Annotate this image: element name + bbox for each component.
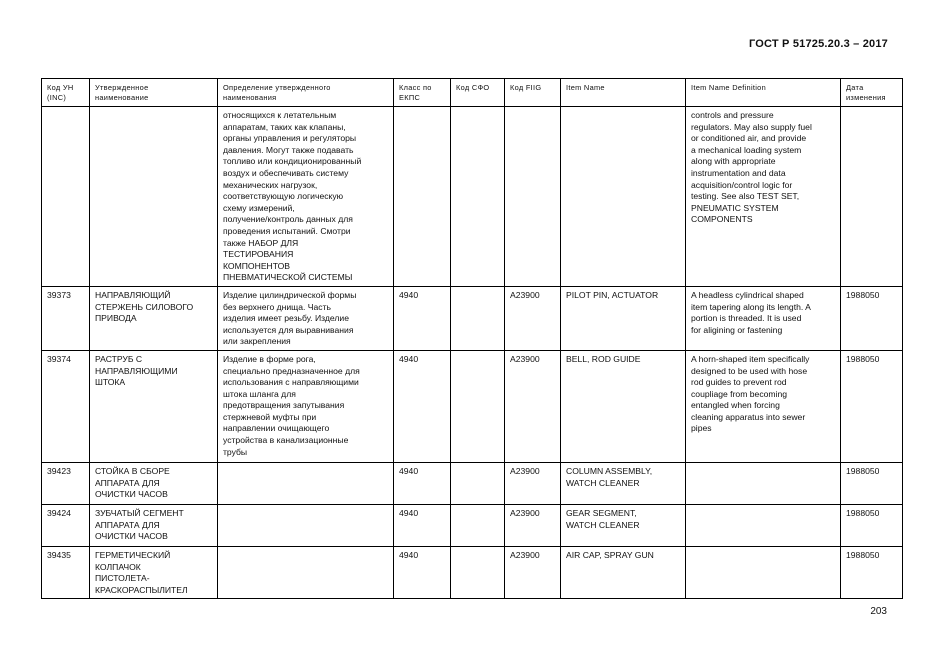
cell-approved-name	[90, 546, 218, 598]
text-line: pipes	[691, 423, 712, 434]
header-label-line: Дата	[846, 83, 864, 92]
cell-class-ekps: 4940	[394, 546, 451, 598]
text-line: КРАСКОРАСПЫЛИТЕЛ	[95, 584, 188, 595]
cell-approved-name	[90, 462, 218, 504]
text-line: соответствующую логическую	[223, 191, 344, 202]
text-line: WATCH CLEANER	[566, 477, 640, 488]
header-label-line: Код СФО	[456, 83, 490, 92]
text-line: органы управления и регуляторы	[223, 133, 357, 144]
cell-approved-name	[90, 107, 218, 287]
text-line: entangled when forcing	[691, 400, 780, 411]
cell-name-definition	[218, 504, 394, 546]
text-line: давления. Могут также подавать	[223, 144, 354, 155]
header-item-name-definition	[686, 79, 841, 107]
cell-item-name	[561, 462, 686, 504]
header-label-line: Класс по	[399, 83, 432, 92]
cell-item-name-definition	[686, 462, 841, 504]
text-line: СТЕРЖЕНЬ СИЛОВОГО	[95, 301, 194, 312]
text-line: без верхнего днища. Часть	[223, 301, 332, 312]
table-row	[42, 107, 903, 287]
text-line: или закрепления	[223, 336, 291, 347]
text-line: a mechanical loading system	[691, 144, 802, 155]
text-line: ОЧИСТКИ ЧАСОВ	[95, 489, 168, 500]
cell-code-inc: 39374	[42, 350, 90, 462]
text-line: СТОЙКА В СБОРЕ	[95, 465, 170, 476]
cell-item-name-definition	[686, 546, 841, 598]
text-line: ТЕСТИРОВАНИЯ	[223, 249, 294, 260]
cell-item-name-definition	[686, 350, 841, 462]
text-line: относящихся к летательным	[223, 110, 337, 120]
header-label-line: Код FIIG	[510, 83, 542, 92]
table-row	[42, 504, 903, 546]
header-label-line: ЕКПС	[399, 93, 421, 102]
cell-code-inc: 39423	[42, 462, 90, 504]
text-line: PILOT PIN, ACTUATOR	[566, 289, 659, 300]
cell-change-date: 1988050	[841, 286, 903, 350]
text-line: АППАРАТА ДЛЯ	[95, 519, 160, 530]
header-code-inc	[42, 79, 90, 107]
header-label-line: наименование	[95, 93, 149, 102]
text-line: rod guides to prevent rod	[691, 377, 787, 388]
text-line: ПНЕВМАТИЧЕСКОЙ СИСТЕМЫ	[223, 272, 353, 283]
cell-code-inc: 39373	[42, 286, 90, 350]
cell-item-name	[561, 286, 686, 350]
text-line: воздух и обеспечивать систему	[223, 167, 349, 178]
text-line: трубы	[223, 446, 248, 457]
cell-class-ekps: 4940	[394, 286, 451, 350]
text-line: or conditioned air, and provide	[691, 133, 807, 144]
cell-name-definition	[218, 286, 394, 350]
text-line: COLUMN ASSEMBLY,	[566, 465, 653, 476]
header-item-name	[561, 79, 686, 107]
text-line: КОЛПАЧОК	[95, 561, 141, 572]
text-line: designed to be used with hose	[691, 365, 808, 376]
header-name-definition	[218, 79, 394, 107]
cell-approved-name	[90, 286, 218, 350]
header-label-line: Утвержденное	[95, 83, 149, 92]
text-line: проведения испытаний. Смотри	[223, 225, 351, 236]
page-number: 203	[870, 606, 887, 617]
text-line: COMPONENTS	[691, 214, 753, 225]
cell-item-name-definition	[686, 504, 841, 546]
cell-item-name-definition	[686, 107, 841, 287]
header-label-line: Item Name Definition	[691, 83, 767, 92]
text-line: также НАБОР ДЛЯ	[223, 237, 299, 248]
text-line: используется для выравнивания	[223, 324, 354, 335]
cell-change-date: 1988050	[841, 504, 903, 546]
text-line: АППАРАТА ДЛЯ	[95, 477, 160, 488]
cell-class-ekps: 4940	[394, 462, 451, 504]
header-fiig-code	[505, 79, 561, 107]
header-label-line: изменения	[846, 93, 886, 102]
text-line: AIR CAP, SPRAY GUN	[566, 549, 654, 560]
table-row	[42, 462, 903, 504]
cell-sfo-code	[451, 350, 505, 462]
table-header-row	[42, 79, 903, 107]
text-line: item tapering along its length. A	[691, 301, 811, 312]
cell-code-inc	[42, 107, 90, 287]
header-sfo-code	[451, 79, 505, 107]
cell-fiig-code	[505, 107, 561, 287]
table-row	[42, 350, 903, 462]
text-line: получение/контроль данных для	[223, 214, 353, 225]
text-line: НАПРАВЛЯЮЩИМИ	[95, 365, 178, 376]
text-line: regulators. May also supply fuel	[691, 121, 812, 132]
text-line: устройства в канализационные	[223, 435, 349, 446]
header-label-line: наименования	[223, 93, 277, 102]
cell-name-definition	[218, 350, 394, 462]
cell-name-definition	[218, 462, 394, 504]
table-row	[42, 546, 903, 598]
header-approved-name	[90, 79, 218, 107]
text-line: BELL, ROD GUIDE	[566, 353, 641, 364]
text-line: КОМПОНЕНТОВ	[223, 260, 291, 271]
cell-item-name	[561, 504, 686, 546]
cell-sfo-code	[451, 504, 505, 546]
text-line: PNEUMATIC SYSTEM	[691, 202, 779, 213]
text-line: механических нагрузок,	[223, 179, 318, 190]
cell-class-ekps: 4940	[394, 350, 451, 462]
text-line: A horn-shaped item specifically	[691, 353, 810, 364]
cell-approved-name	[90, 350, 218, 462]
cell-change-date: 1988050	[841, 350, 903, 462]
text-line: ПИСТОЛЕТА-	[95, 573, 150, 584]
text-line: ГЕРМЕТИЧЕСКИЙ	[95, 549, 171, 560]
text-line: ОЧИСТКИ ЧАСОВ	[95, 531, 168, 542]
text-line: Изделие цилиндрической формы	[223, 289, 357, 300]
cell-sfo-code	[451, 107, 505, 287]
cell-item-name-definition	[686, 286, 841, 350]
text-line: ШТОКА	[95, 377, 126, 388]
table-row	[42, 286, 903, 350]
text-line: НАПРАВЛЯЮЩИЙ	[95, 289, 171, 300]
text-line: A headless cylindrical shaped	[691, 289, 804, 300]
cell-approved-name	[90, 504, 218, 546]
text-line: portion is threaded. It is used	[691, 313, 802, 324]
text-line: стержневой муфты при	[223, 411, 317, 422]
text-line: схему измерений,	[223, 202, 295, 213]
text-line: ЗУБЧАТЫЙ СЕГМЕНТ	[95, 507, 184, 518]
cell-change-date: 1988050	[841, 462, 903, 504]
document-code: ГОСТ Р 51725.20.3 – 2017	[748, 38, 888, 50]
cell-fiig-code: A23900	[505, 546, 561, 598]
cell-class-ekps: 4940	[394, 504, 451, 546]
header-label-line: Определение утвержденного	[223, 83, 331, 92]
text-line: топливо или кондиционированный	[223, 156, 362, 167]
text-line: GEAR SEGMENT,	[566, 507, 637, 518]
text-line: for aligining or fastening	[691, 324, 783, 335]
header-label-line: Код УН	[47, 83, 74, 92]
cell-code-inc: 39424	[42, 504, 90, 546]
text-line: acquisition/control logic for	[691, 179, 793, 190]
text-line: использования с направляющими	[223, 377, 359, 388]
cell-fiig-code: A23900	[505, 462, 561, 504]
cell-change-date	[841, 107, 903, 287]
header-change-date	[841, 79, 903, 107]
text-line: аппаратам, таких как клапаны,	[223, 121, 346, 132]
cell-class-ekps	[394, 107, 451, 287]
cell-sfo-code	[451, 286, 505, 350]
header-label-line: (INC)	[47, 93, 67, 102]
text-line: предотвращения запутывания	[223, 400, 345, 411]
text-line: Изделие в форме рога,	[223, 353, 316, 364]
text-line: штока шланга для	[223, 388, 296, 399]
table-body	[42, 107, 903, 599]
header-class-ekps	[394, 79, 451, 107]
text-line: изделия имеет резьбу. Изделие	[223, 313, 349, 324]
text-line: testing. See also TEST SET,	[691, 191, 800, 202]
text-line: controls and pressure	[691, 110, 774, 120]
text-line: WATCH CLEANER	[566, 519, 640, 530]
cell-name-definition	[218, 546, 394, 598]
cell-fiig-code: A23900	[505, 504, 561, 546]
text-line: instrumentation and data	[691, 167, 786, 178]
cell-sfo-code	[451, 462, 505, 504]
catalog-table	[41, 78, 903, 599]
cell-change-date: 1988050	[841, 546, 903, 598]
text-line: специально предназначенное для	[223, 365, 360, 376]
cell-code-inc: 39435	[42, 546, 90, 598]
cell-name-definition	[218, 107, 394, 287]
header-label-line: Item Name	[566, 83, 605, 92]
text-line: cleaning apparatus into sewer	[691, 411, 806, 422]
text-line: направлении очищающего	[223, 423, 330, 434]
cell-item-name	[561, 107, 686, 287]
cell-item-name	[561, 546, 686, 598]
text-line: ПРИВОДА	[95, 313, 137, 324]
cell-item-name	[561, 350, 686, 462]
text-line: along with appropriate	[691, 156, 776, 167]
cell-fiig-code: A23900	[505, 286, 561, 350]
text-line: coupliage from becoming	[691, 388, 788, 399]
text-line: РАСТРУБ С	[95, 353, 143, 364]
cell-sfo-code	[451, 546, 505, 598]
cell-fiig-code: A23900	[505, 350, 561, 462]
